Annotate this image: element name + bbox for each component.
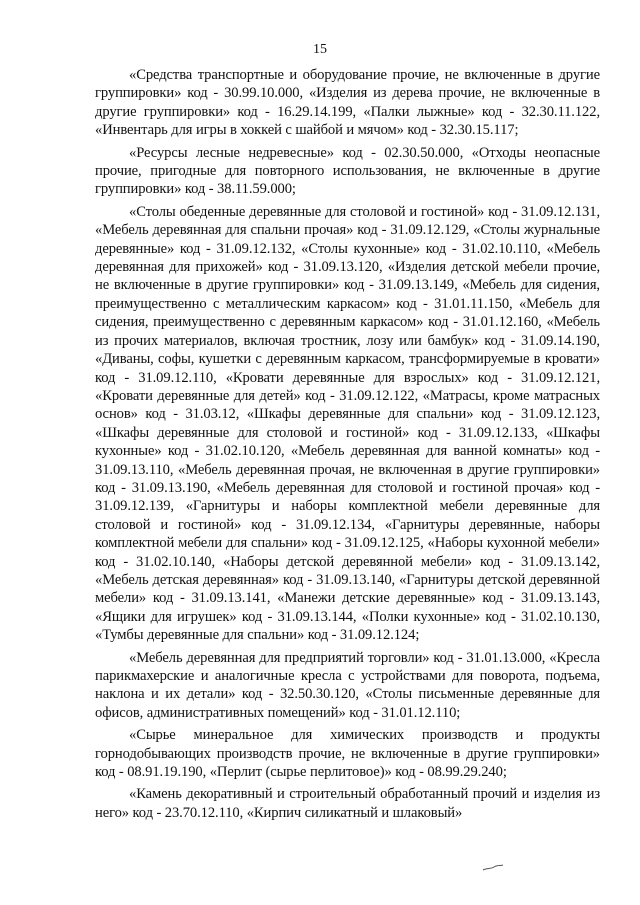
pen-mark-icon bbox=[482, 864, 504, 872]
paragraph-forest-resources: «Ресурсы лесные недревесные» код - 02.30.50.000, «Отходы неопасные прочие, пригодные для повторного использования, не включенные в другие группировки» код - 38.11.59.000; bbox=[95, 144, 600, 198]
document-body bbox=[95, 66, 600, 826]
paragraph-decorative-stone: «Камень декоративный и строительный обработанный прочий и изделия из него» код - 23.70.12.110, «Кирпич силикатный и шлаковый» bbox=[95, 786, 600, 821]
paragraph-transport-equipment: «Средства транспортные и оборудование прочие, не включенные в другие группировки» код - 30.99.10.000, «Изделия из дерева прочие, не включенные в другие группировки» код - 16.29.14.199, «Палки лыжные» код - 32.30.11.122, «Инвентарь для игры в хоккей с шайбой и мячом» код - 32.30.15.117; bbox=[95, 67, 600, 139]
paragraph-wooden-furniture: «Столы обеденные деревянные для столовой и гостиной» код - 31.09.12.131, «Мебель деревянная для спальни прочая» код - 31.09.12.129, «Столы журнальные деревянные» код - 31.09.12.132, «Столы кухонные» код - 31.02.10.110, «Мебель деревянная для прихожей» код - 31.09.13.120, «Изделия детской мебели прочие, не включенные в другие группировки» код - 31.09.13.149, «Мебель для сидения, преимущественно с металлическим каркасом» код - 31.01.11.150, «Мебель для сидения, преимущественно с деревянным каркасом» код - 31.01.12.160, «Мебель из прочих материалов, включая тростник, лозу или бамбук» код - 31.09.14.190, «Диваны, софы, кушетки с деревянным каркасом, трансформируемые в кровати» код - 31.09.12.110, «Кровати деревянные для взрослых» код - 31.09.12.121, «Кровати деревянные для детей» код - 31.09.12.122, «Матрасы, кроме матрасных основ» код - 31.03.12, «Шкафы деревянные для спальни» код - 31.09.12.123, «Шкафы деревянные для столовой и гостиной» код - 31.09.12.133, «Шкафы кухонные» код - 31.02.10.120, «Мебель деревянная для ванной комнаты» код - 31.09.13.110, «Мебель деревянная прочая, не включенная в другие группировки» код - 31.09.13.190, «Мебель деревянная для столовой и гостиной прочая» код - 31.09.12.139, «Гарнитуры и наборы комплектной мебели деревянные для столовой и гостиной» код - 31.09.12.134, «Гарнитуры деревянные, наборы комплектной мебели для спальни» код - 31.09.12.125, «Наборы кухонной мебели» код - 31.02.10.140, «Наборы детской деревянной мебели» код - 31.09.13.142, «Мебель детская деревянная» код - 31.09.13.140, «Гарнитуры детской деревянной мебели» код - 31.09.13.141, «Манежи детские деревянные» код - 31.09.13.143, «Ящики для игрушек» код - 31.09.13.144, «Полки кухонные» код - 31.02.10.130, «Тумбы деревянные для спальни» код - 31.09.12.124; bbox=[95, 203, 600, 644]
page-number: 15 bbox=[313, 42, 327, 57]
paragraph-mineral-raw-materials: «Сырье минеральное для химических производств и продукты горнодобывающих производств прочие, не включенные в другие группировки» код - 08.91.19.190, «Перлит (сырье перлитовое)» код - 08.99.29.240; bbox=[95, 727, 600, 781]
paragraph-trade-furniture: «Мебель деревянная для предприятий торговли» код - 31.01.13.000, «Кресла парикмахерские и аналогичные кресла с устройствами для поворота, подъема, наклона и их детали» код - 32.50.30.120, «Столы письменные деревянные для офисов, административных помещений» код - 31.01.12.110; bbox=[95, 649, 600, 721]
